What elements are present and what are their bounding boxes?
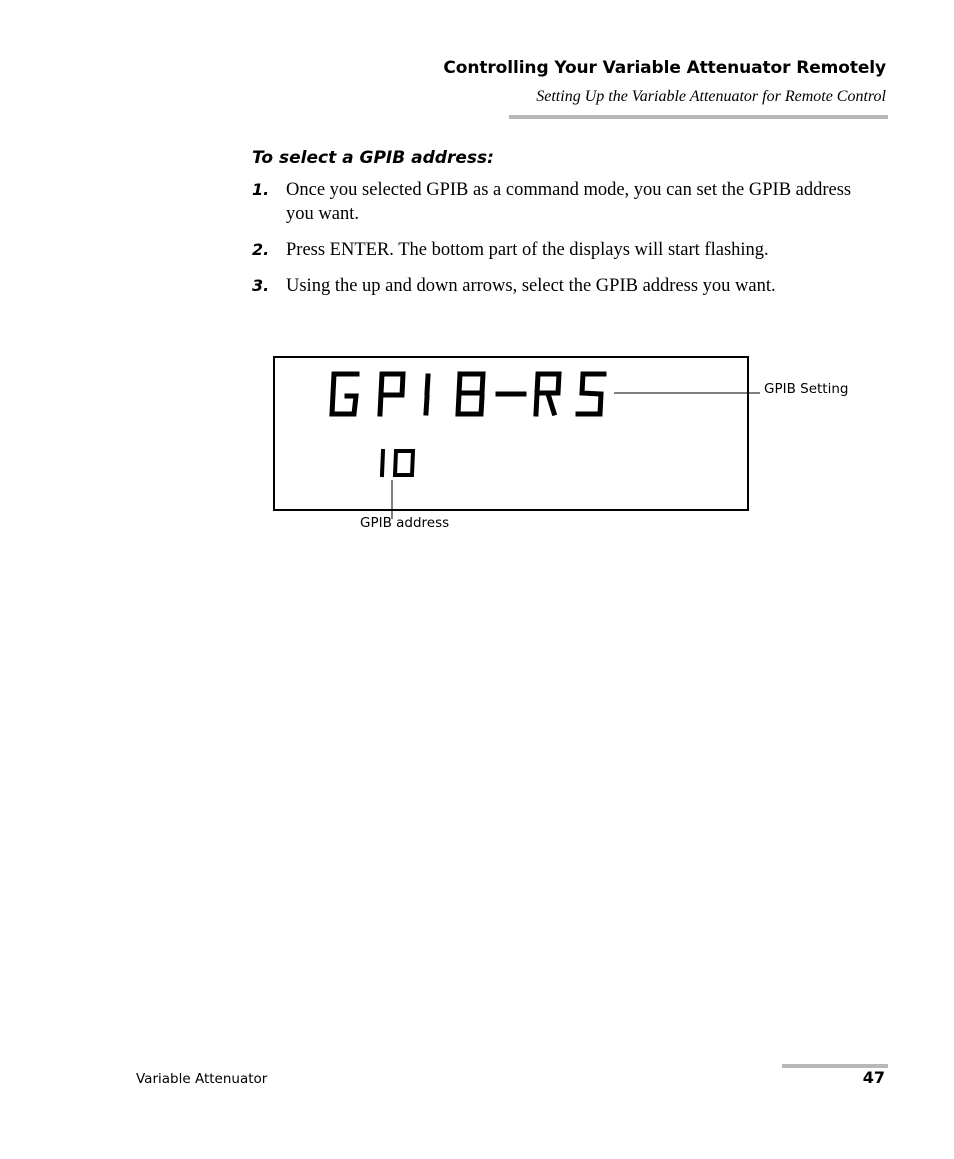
footer-product-name: Variable Attenuator bbox=[136, 1071, 268, 1087]
step-text: Once you selected GPIB as a command mode, you can set the GPIB address you want. bbox=[286, 180, 852, 224]
running-header-subtitle: Setting Up the Variable Attenuator for Remote Control bbox=[536, 88, 886, 105]
callout-gpib-address: GPIB address bbox=[360, 515, 450, 531]
step-text: Using the up and down arrows, select the GPIB address you want. bbox=[286, 276, 776, 296]
header-rule bbox=[509, 115, 888, 119]
lcd-display-figure bbox=[273, 356, 749, 511]
step-number: 1. bbox=[252, 180, 270, 199]
step-text: Press ENTER. The bottom part of the displays will start flashing. bbox=[286, 240, 769, 260]
running-header-title: Controlling Your Variable Attenuator Remotely bbox=[443, 58, 886, 78]
callout-gpib-setting: GPIB Setting bbox=[764, 381, 849, 397]
procedure-heading: To select a GPIB address: bbox=[252, 148, 494, 168]
page-number: 47 bbox=[862, 1068, 885, 1087]
step-number: 2. bbox=[252, 240, 270, 259]
step-number: 3. bbox=[252, 276, 270, 295]
